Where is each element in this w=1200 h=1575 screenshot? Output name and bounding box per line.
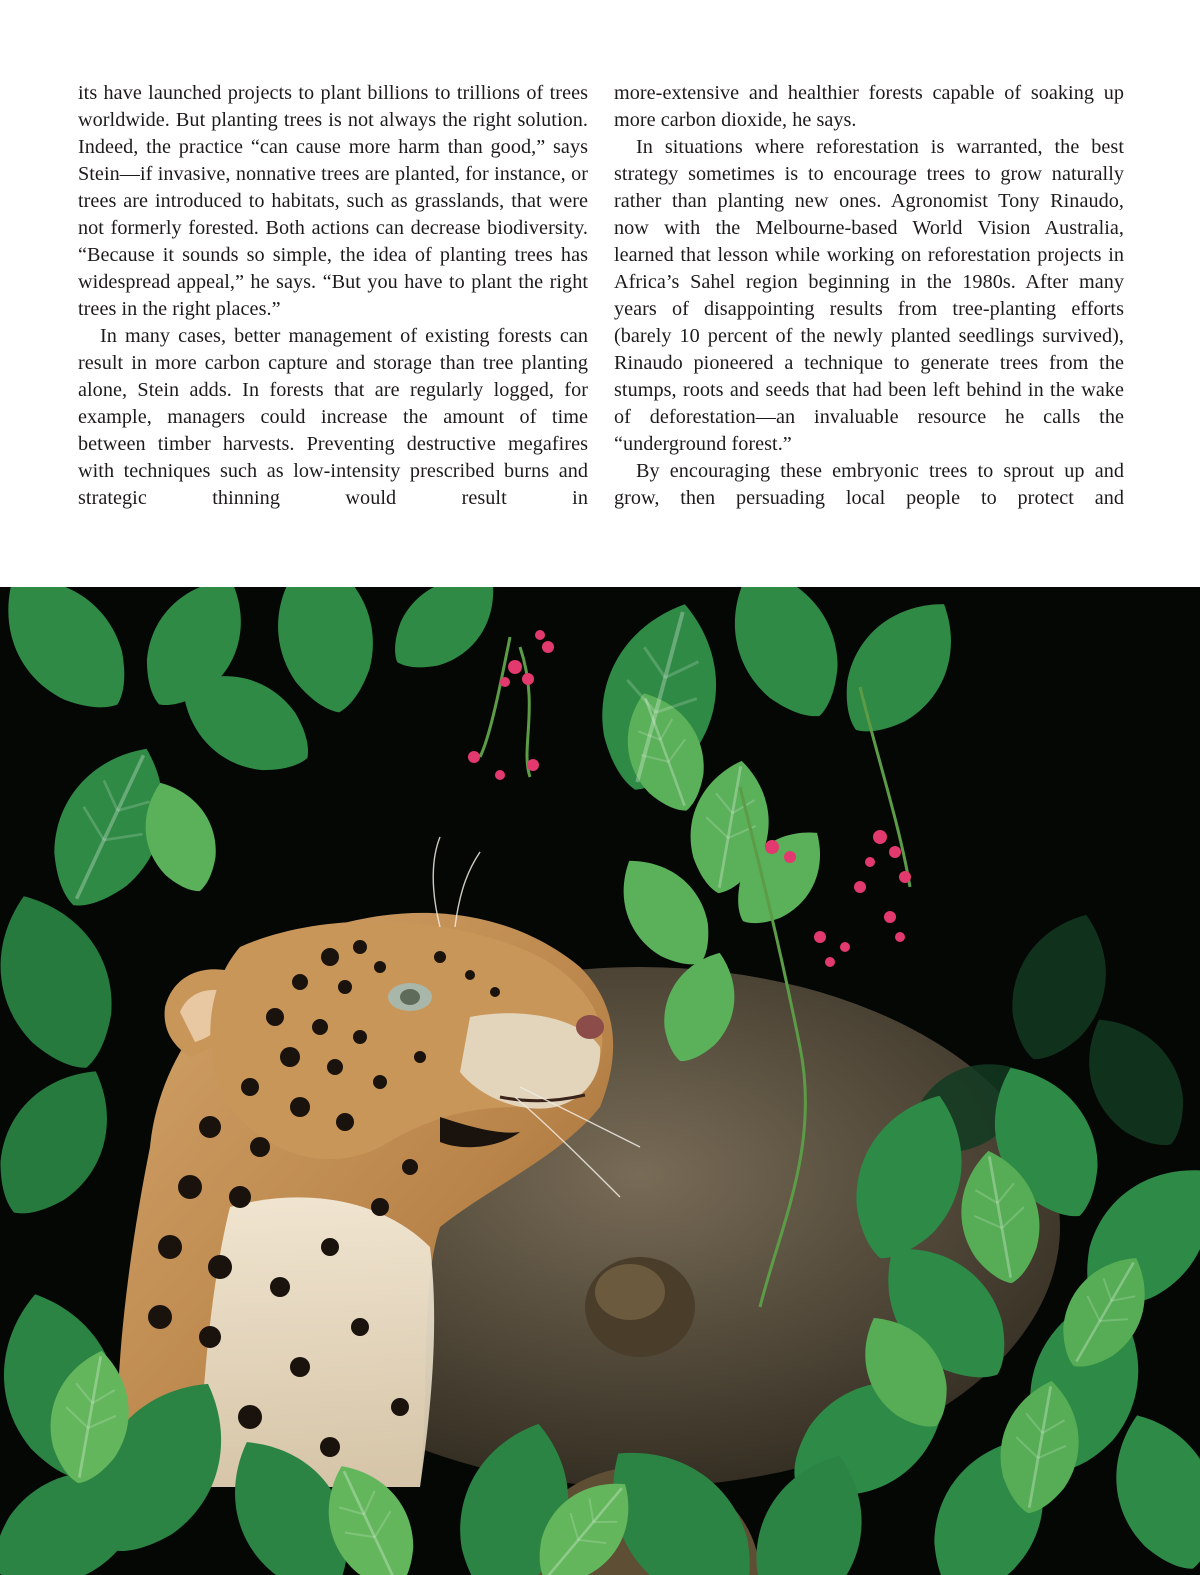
right-column <box>614 80 1124 520</box>
paragraph: In many cases, better management of existing forests can result in more carbon capture and storage than tree planting alone, Stein adds. In forests that are regularly logged, for example, managers could increase the amount of time between timber harvests. Preventing destructive megafires with techniques such as low-intensity prescribed burns and strategic thinning would result in <box>78 325 588 509</box>
article-text <box>78 80 1124 520</box>
left-column <box>78 80 588 520</box>
paragraph: By encouraging these embryonic trees to sprout up and grow, then persuading local people to protect and <box>614 460 1124 509</box>
jaguar-photo <box>0 587 1200 1575</box>
paragraph: In situations where reforestation is warranted, the best strategy sometimes is to encourage trees to grow naturally rather than planting new ones. Agronomist Tony Rinaudo, now with the Melbourne-based World Vision Australia, learned that lesson while working on reforestation projects in Africa’s Sahel region beginning in the 1980s. After many years of disappointing results from tree-planting efforts (barely 10 percent of the newly planted seedlings survived), Rinaudo pioneered a technique to generate trees from the stumps, roots and seeds that had been left behind in the wake of deforestation—an invaluable resource he calls the “underground forest.” <box>614 136 1124 455</box>
paragraph: its have launched projects to plant billions to trillions of trees worldwide. But planting trees is not always the right solution. Indeed, the practice “can cause more harm than good,” says Stein—if invasive, nonnative trees are planted, for instance, or trees are introduced to habitats, such as grasslands, that were not formerly forested. Both actions can decrease biodiversity. “Because it sounds so simple, the idea of planting trees has widespread appeal,” he says. “But you have to plant the right trees in the right places.” <box>78 82 588 320</box>
jaguar-illustration <box>0 587 1200 1575</box>
paragraph: more-extensive and healthier forests capable of soaking up more carbon dioxide, he says. <box>614 82 1124 131</box>
